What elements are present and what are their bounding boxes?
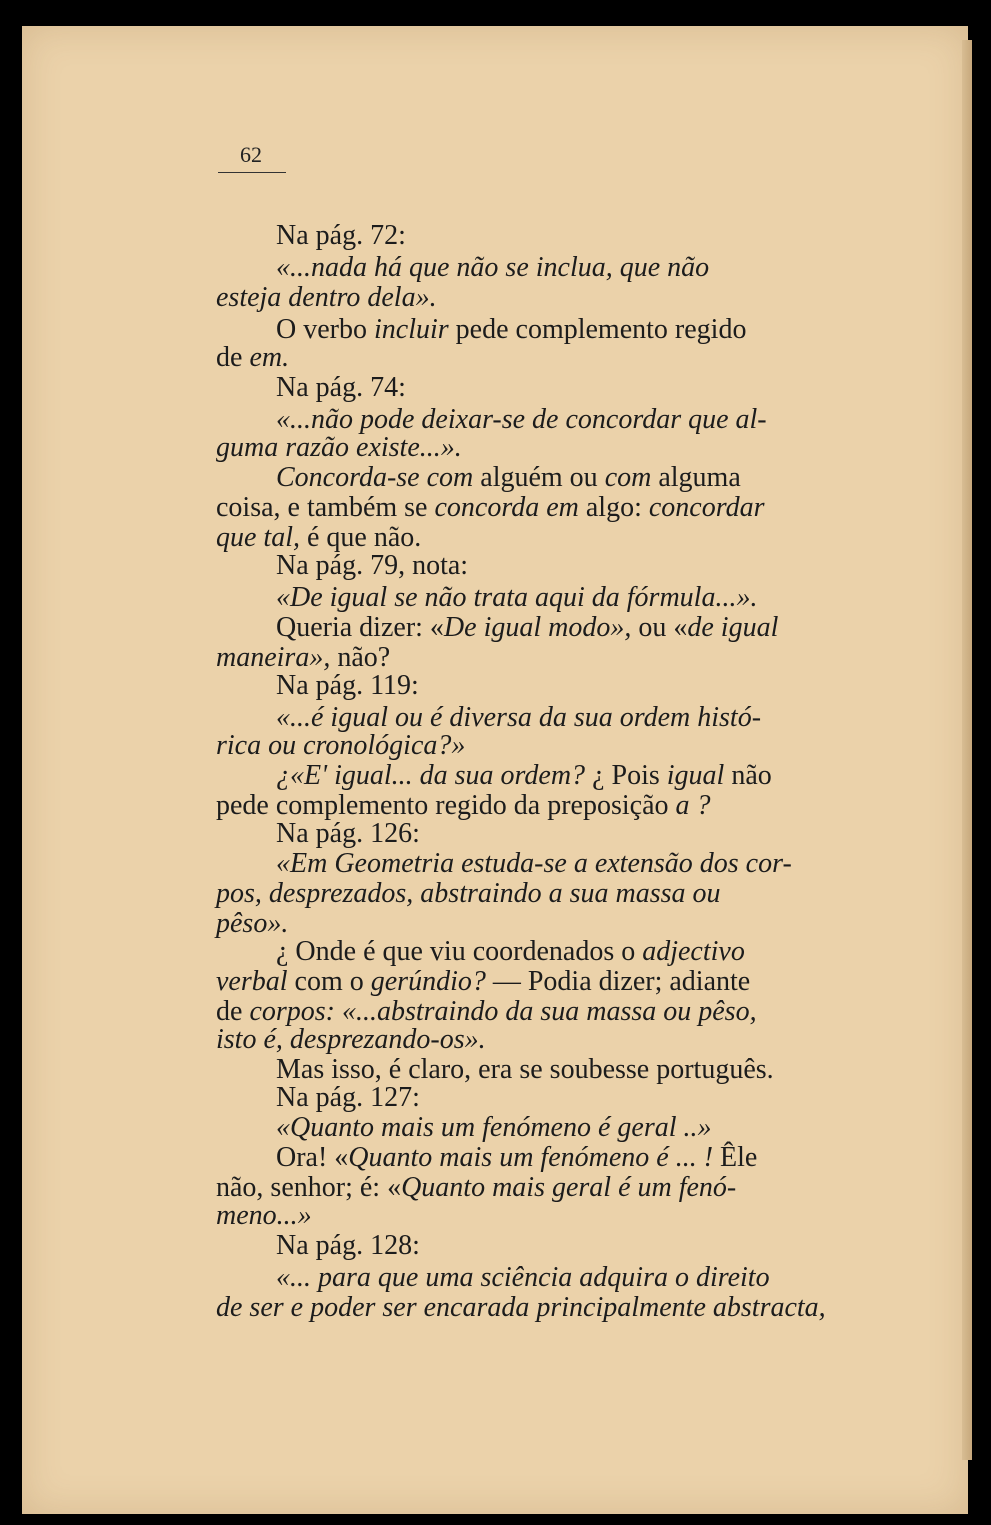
text-segment: Na pág. 72:: [276, 220, 406, 251]
text-line: [216, 730, 465, 762]
text-segment: concorda em: [434, 492, 579, 523]
text-segment: De igual modo»,: [443, 612, 632, 643]
text-segment: isto é, desprezando-os».: [216, 1024, 486, 1055]
text-line: [216, 492, 764, 524]
text-line: [216, 878, 721, 910]
text-line: [276, 1112, 712, 1144]
text-line: [216, 432, 462, 464]
text-segment: adjectivo: [642, 936, 745, 967]
text-segment: incluir: [373, 314, 449, 345]
text-segment: de: [216, 342, 250, 373]
text-segment: «...não pode deixar-se de concordar que al-: [276, 404, 767, 435]
text-line: [276, 1082, 420, 1114]
text-segment: esteja dentro dela».: [216, 282, 437, 313]
text-segment: maneira»,: [216, 642, 331, 673]
text-segment: «Quanto mais um fenómeno é geral ..»: [276, 1112, 712, 1143]
text-line: [276, 670, 419, 702]
text-line: [216, 966, 750, 998]
text-line: [276, 760, 772, 792]
text-segment: pêso».: [216, 908, 289, 939]
text-line: [276, 372, 406, 404]
text-segment: Na pág. 119:: [276, 670, 419, 701]
text-segment: com o: [287, 966, 371, 997]
text-line: [276, 252, 709, 284]
text-segment: Na pág. 128:: [276, 1230, 420, 1261]
text-line: [276, 936, 745, 968]
page-number: 62: [240, 142, 262, 167]
text-segment: gerúndio?: [370, 966, 486, 997]
text-segment: pos, desprezados, abstraindo a sua massa ou: [216, 878, 721, 909]
text-segment: Na pág. 79, nota:: [276, 550, 469, 581]
text-segment: «...é igual ou é diversa da sua ordem histó-: [276, 702, 762, 733]
text-line: [276, 1230, 420, 1262]
text-line: [276, 462, 741, 494]
text-segment: — Podia dizer; adiante: [485, 966, 751, 997]
text-segment: «...nada há que não se inclua, que não: [276, 252, 710, 283]
text-line: [276, 550, 468, 582]
text-segment: coisa, e também se: [216, 492, 435, 523]
text-segment: é que não.: [300, 522, 422, 553]
text-segment: não?: [330, 642, 391, 673]
text-line: [276, 818, 420, 850]
text-segment: corpos: «...abstraindo da sua massa ou pêso,: [249, 996, 757, 1027]
text-segment: que tal,: [216, 522, 300, 553]
text-segment: ou «: [631, 612, 688, 643]
text-segment: pede complemento regido: [448, 314, 747, 345]
text-segment: Queria dizer: «: [276, 612, 444, 643]
text-line: [276, 848, 792, 880]
text-line: [276, 314, 746, 346]
text-segment: Concorda-se com: [276, 462, 474, 493]
text-segment: alguém ou: [473, 462, 605, 493]
text-segment: algo:: [578, 492, 649, 523]
text-segment: ¿«E' igual... da sua ordem?: [276, 760, 586, 791]
text-segment: não: [724, 760, 772, 791]
text-segment: de igual: [687, 612, 779, 643]
text-segment: ¿ Onde é que viu coordenados o: [276, 936, 643, 967]
text-line: [276, 220, 406, 252]
text-segment: verbal: [216, 966, 288, 997]
text-segment: com: [604, 462, 652, 493]
text-segment: O verbo: [276, 314, 374, 345]
text-line: [216, 282, 437, 314]
text-segment: «... para que uma sciência adquira o direito: [276, 1262, 770, 1293]
text-segment: alguma: [651, 462, 741, 493]
text-segment: de: [216, 996, 250, 1027]
text-line: [276, 612, 778, 644]
text-segment: Ora! «: [276, 1142, 349, 1173]
text-segment: pede complemento regido da preposição: [216, 790, 676, 821]
text-segment: Na pág. 74:: [276, 372, 406, 403]
text-segment: concordar: [648, 492, 765, 523]
text-line: [216, 1024, 486, 1056]
text-segment: «Em Geometria estuda-se a extensão dos cor-: [276, 848, 792, 879]
text-segment: guma razão existe...».: [216, 432, 462, 463]
text-line: [216, 342, 289, 374]
text-segment: Na pág. 127:: [276, 1082, 420, 1113]
text-line: [276, 1142, 757, 1174]
text-segment: de ser e poder ser encarada principalmente abstracta,: [216, 1292, 826, 1323]
text-segment: rica ou cronológica?»: [216, 730, 466, 761]
text-line: [276, 582, 757, 614]
text-segment: «De igual se não trata aqui da fórmula...».: [276, 582, 758, 613]
text-segment: igual: [666, 760, 725, 791]
text-segment: a ?: [675, 790, 711, 821]
text-segment: meno...»: [216, 1200, 312, 1231]
text-segment: Na pág. 126:: [276, 818, 420, 849]
text-segment: ¿ Pois: [585, 760, 667, 791]
text-segment: Êle: [713, 1142, 758, 1173]
text-line: [216, 1200, 312, 1232]
text-segment: Mas isso, é claro, era se soubesse português.: [276, 1054, 774, 1085]
text-segment: Quanto mais um fenómeno é ... !: [348, 1142, 714, 1173]
text-line: [276, 1262, 770, 1294]
text-segment: não, senhor; é: «: [216, 1172, 402, 1203]
text-segment: em.: [249, 342, 290, 373]
text-line: [216, 1292, 826, 1324]
text-segment: Quanto mais geral é um fenó-: [401, 1172, 737, 1203]
